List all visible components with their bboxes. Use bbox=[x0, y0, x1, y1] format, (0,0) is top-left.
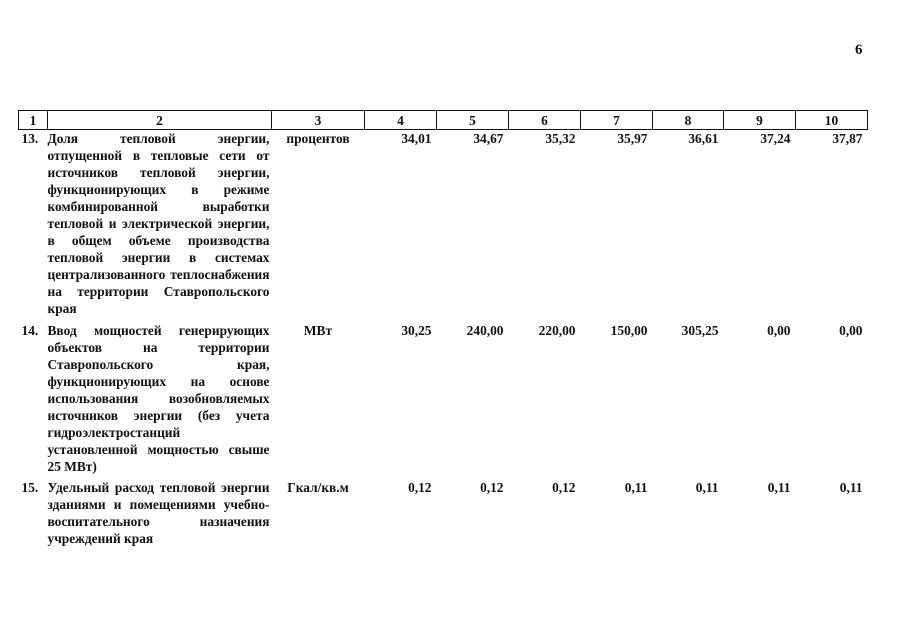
row-value: 35,32 bbox=[545, 131, 576, 146]
header-col-8: 8 bbox=[653, 111, 724, 130]
row-unit: процентов bbox=[286, 131, 350, 146]
row-unit: Гкал/кв.м bbox=[287, 480, 349, 495]
row-index: 15. bbox=[21, 480, 39, 495]
header-col-10: 10 bbox=[796, 111, 868, 130]
row-value: 305,25 bbox=[681, 323, 719, 338]
row-value: 240,00 bbox=[466, 323, 504, 338]
row-value: 0,00 bbox=[767, 323, 791, 338]
header-col-3: 3 bbox=[272, 111, 365, 130]
row-value: 0,00 bbox=[839, 323, 863, 338]
table-row bbox=[19, 322, 868, 479]
row-description: Ввод мощностей генерирующих объектов на территории Ставропольского края, функционирующих на основе использования возобновляемых источников энергии (без учета гидроэлектростанций установленной мощностью свыше 25 МВт) bbox=[47, 323, 270, 474]
row-value: 35,97 bbox=[617, 131, 648, 146]
indicators-table bbox=[18, 110, 868, 549]
page-number: 6 bbox=[855, 42, 863, 58]
row-value: 150,00 bbox=[610, 323, 648, 338]
table-row bbox=[19, 130, 868, 323]
row-value: 34,67 bbox=[473, 131, 504, 146]
row-value: 0,12 bbox=[408, 480, 432, 495]
row-value: 30,25 bbox=[401, 323, 432, 338]
header-col-1: 1 bbox=[19, 111, 48, 130]
table-row bbox=[19, 479, 868, 549]
row-value: 34,01 bbox=[401, 131, 432, 146]
row-value: 0,12 bbox=[480, 480, 504, 495]
row-value: 37,87 bbox=[832, 131, 863, 146]
row-value: 0,11 bbox=[767, 480, 791, 495]
header-col-2: 2 bbox=[48, 111, 272, 130]
row-description: Доля тепловой энергии, отпущенной в тепловые сети от источников тепловой энергии, функционирующих в режиме комбинированной выработки тепловой и электрической энергии, в общем объеме производства тепловой энергии в системах централизованного теплоснабжения на территории Ставропольского края bbox=[47, 131, 270, 316]
header-col-6: 6 bbox=[509, 111, 581, 130]
header-col-5: 5 bbox=[437, 111, 509, 130]
row-value: 36,61 bbox=[688, 131, 719, 146]
header-col-7: 7 bbox=[581, 111, 653, 130]
row-index: 14. bbox=[21, 323, 39, 338]
header-col-9: 9 bbox=[724, 111, 796, 130]
row-unit: МВт bbox=[303, 323, 333, 338]
header-col-4: 4 bbox=[365, 111, 437, 130]
row-value: 220,00 bbox=[538, 323, 576, 338]
header-row bbox=[19, 111, 868, 130]
row-value: 0,12 bbox=[552, 480, 576, 495]
row-value: 0,11 bbox=[839, 480, 863, 495]
row-value: 0,11 bbox=[695, 480, 719, 495]
row-value: 0,11 bbox=[624, 480, 648, 495]
row-description: Удельный расход тепловой энергии зданиями и помещениями учебно-воспитательного назначения учреждений края bbox=[47, 480, 270, 546]
row-index: 13. bbox=[21, 131, 39, 146]
row-value: 37,24 bbox=[760, 131, 791, 146]
